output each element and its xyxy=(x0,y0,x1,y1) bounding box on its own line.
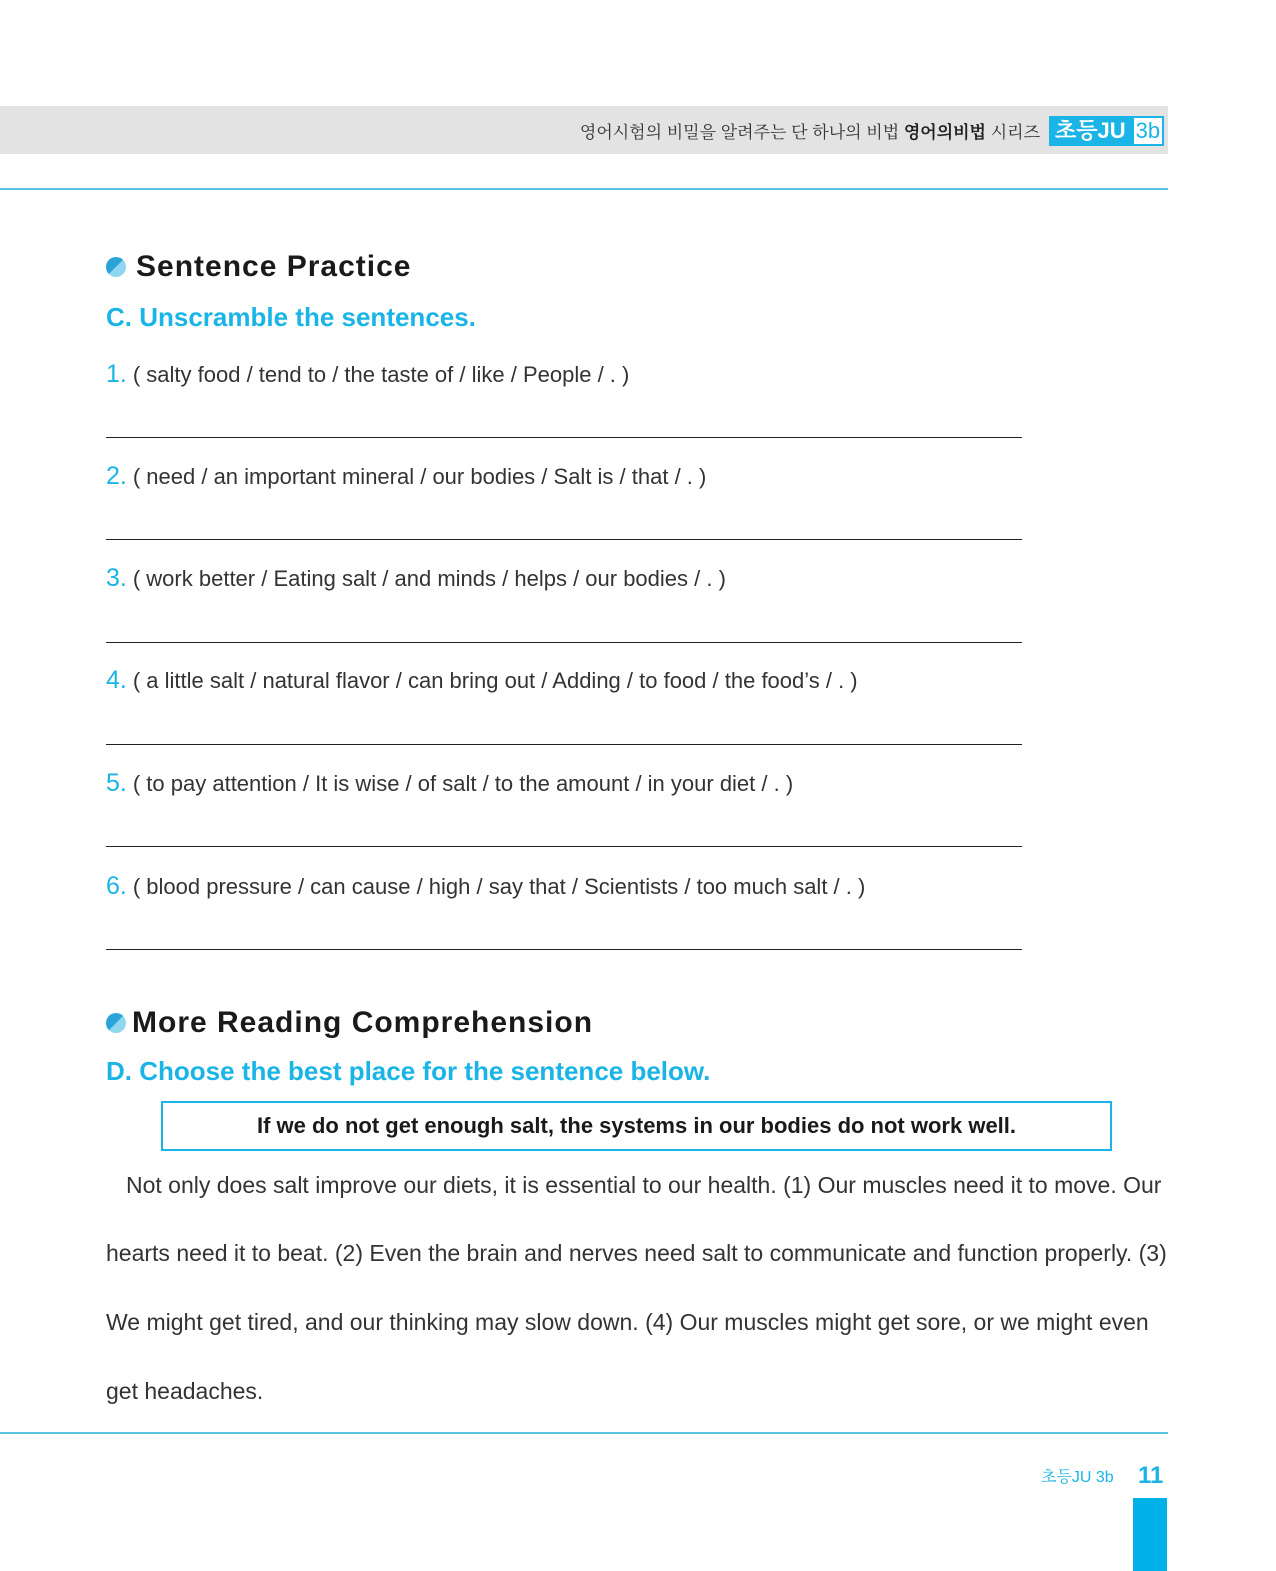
section-title-more-reading xyxy=(106,1006,593,1040)
passage-line-4: get headaches. xyxy=(106,1378,264,1404)
answer-line-4[interactable] xyxy=(106,744,1022,745)
question-number: 5. xyxy=(106,769,127,797)
question-4 xyxy=(106,666,858,695)
header-divider xyxy=(0,188,1168,190)
passage-line-3: We might get tired, and our thinking may slow down. (4) Our muscles might get sore, or we might even xyxy=(106,1309,1149,1335)
footer-book-label: 초등JU 3b xyxy=(1041,1469,1114,1486)
question-text: ( a little salt / natural flavor / can bring out / Adding / to food / the food’s / . ) xyxy=(132,668,858,693)
passage-line-2: hearts need it to beat. (2) Even the brain and nerves need salt to communicate and function properly. (3) xyxy=(106,1240,1167,1266)
section-title-text: Sentence Practice xyxy=(136,250,412,283)
bullet-icon xyxy=(106,257,126,277)
bullet-icon xyxy=(106,1013,126,1033)
target-sentence: If we do not get enough salt, the systems in our bodies do not work well. xyxy=(256,1113,1017,1138)
series-suffix: 시리즈 xyxy=(990,123,1040,142)
passage-line-1: Not only does salt improve our diets, it is essential to our health. (1) Our muscles need it to move. Our xyxy=(126,1172,1162,1198)
question-text: ( work better / Eating salt / and minds / helps / our bodies / . ) xyxy=(132,566,726,591)
series-caption xyxy=(580,118,1040,143)
answer-line-2[interactable] xyxy=(106,539,1022,540)
question-number: 6. xyxy=(106,872,127,900)
answer-line-6[interactable] xyxy=(106,949,1022,950)
question-number: 4. xyxy=(106,666,127,694)
question-1 xyxy=(106,360,629,389)
badge-main: 초등JU xyxy=(1049,116,1132,146)
question-text: ( blood pressure / can cause / high / say that / Scientists / too much salt / . ) xyxy=(132,874,866,899)
question-number: 3. xyxy=(106,564,127,592)
answer-line-1[interactable] xyxy=(106,437,1022,438)
question-text: ( to pay attention / It is wise / of salt / to the amount / in your diet / . ) xyxy=(132,771,794,796)
question-2 xyxy=(106,462,706,491)
answer-line-3[interactable] xyxy=(106,642,1022,643)
badge-level: 3b xyxy=(1132,116,1164,146)
question-5 xyxy=(106,769,793,798)
footer-divider xyxy=(0,1432,1168,1434)
answer-line-5[interactable] xyxy=(106,846,1022,847)
page-tab xyxy=(1133,1498,1167,1571)
level-badge xyxy=(1049,116,1164,146)
question-text: ( need / an important mineral / our bodies / Salt is / that / . ) xyxy=(132,464,707,489)
question-number: 2. xyxy=(106,462,127,490)
section-title-sentence-practice xyxy=(106,250,411,284)
target-sentence-box xyxy=(161,1101,1112,1151)
page-number: 11 xyxy=(1138,1462,1164,1489)
series-text: 영어시험의 비밀을 알려주는 단 하나의 비법 xyxy=(579,123,900,142)
question-number: 1. xyxy=(106,360,127,388)
question-text: ( salty food / tend to / the taste of / like / People / . ) xyxy=(132,362,630,387)
question-3 xyxy=(106,564,726,593)
section-title-text: More Reading Comprehension xyxy=(132,1006,594,1039)
series-brand: 영어의비법 xyxy=(903,123,986,142)
instruction-c: C. Unscramble the sentences. xyxy=(106,302,476,332)
question-6 xyxy=(106,872,865,901)
instruction-d: D. Choose the best place for the sentence below. xyxy=(106,1056,711,1086)
